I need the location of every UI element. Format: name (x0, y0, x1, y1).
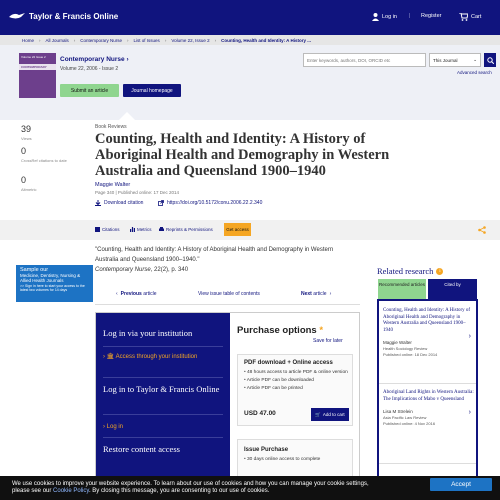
bank-icon: 🏛 (106, 354, 115, 360)
institution-heading: Log in via your institution (103, 328, 193, 338)
citation-source: , 22(2), p. 340 (150, 267, 189, 273)
breadcrumb-separator: › (39, 37, 41, 43)
next-label: Next (301, 291, 312, 297)
add-to-cart-label: Add to cart (322, 412, 345, 417)
chevron-left-icon: ‹ (116, 291, 118, 297)
related-journal: Asia Pacific Law Review (383, 415, 427, 420)
printer-icon (159, 227, 164, 232)
journal-cover[interactable] (19, 53, 56, 98)
ad-line2: Medicine, Dentistry, Nursing & Allied Health Journals (20, 273, 81, 283)
crossref-count: 0 (21, 146, 27, 156)
option1-title: PDF download + Online access (244, 360, 333, 366)
logo-bird-icon (8, 11, 26, 21)
download-label: Download citation (104, 200, 144, 206)
chevron-right-icon: › (103, 424, 107, 430)
journal-title[interactable]: Contemporary Nurse › (60, 56, 129, 63)
tab-cited-by[interactable]: Cited by (428, 279, 477, 299)
site-logo[interactable] (8, 11, 118, 21)
doi-label: https://doi.org/10.5172/conu.2006.22.2.340 (167, 200, 263, 206)
breadcrumb-current: Counting, Health and Identity: A History ... (221, 37, 312, 43)
breadcrumb-issues[interactable]: List of Issues (133, 37, 160, 43)
access-divider (103, 437, 223, 438)
related-divider (379, 463, 476, 464)
altmetric-count: 0 (21, 175, 27, 185)
register-link[interactable] (421, 13, 441, 19)
doi-link[interactable] (158, 200, 262, 206)
article-type: Book Reviews (95, 124, 127, 130)
related-journal: Health Sociology Review (383, 346, 428, 351)
cookie-text-post: . By closing this message, you are consenting to our use of cookies. (88, 488, 270, 494)
cart-icon: 🛒 (315, 411, 321, 417)
cover-volume: Volume 22 Issue 2 (21, 55, 46, 59)
user-icon (372, 13, 379, 21)
cart-link[interactable] (459, 13, 481, 21)
ad-line3: >> Sign in here to start your access to the latest two volumes for 14 days (20, 284, 85, 292)
search-scope-value: This Journal (433, 57, 458, 63)
issue-toc-link[interactable]: View issue table of contents (198, 291, 260, 297)
citations-label: Citations (102, 227, 120, 232)
reprints-tab[interactable] (159, 227, 213, 232)
sample-journals-ad[interactable] (16, 265, 93, 302)
views-label: Views (21, 136, 32, 141)
accept-cookies-button[interactable]: Accept (430, 478, 492, 491)
article-author[interactable]: Maggie Walter (95, 182, 131, 188)
link-icon (158, 200, 164, 206)
nav-divider: | (409, 13, 411, 19)
related-item[interactable] (383, 390, 475, 427)
related-author: Lisa M Strelein (383, 409, 413, 414)
chevron-right-icon: › (329, 291, 332, 297)
next-article-link[interactable] (301, 291, 331, 297)
citations-icon (95, 227, 100, 232)
metrics-tab[interactable] (130, 227, 152, 232)
institution-access-link[interactable] (103, 353, 218, 362)
related-date: Published online: 18 Dec 2014 (383, 352, 438, 357)
add-to-cart-button[interactable] (311, 408, 349, 421)
info-icon[interactable]: i (436, 268, 443, 275)
chevron-right-icon[interactable]: › (468, 409, 471, 416)
option2-features (244, 456, 348, 464)
option1-price: USD 47.00 (244, 410, 276, 417)
search-scope-select[interactable] (429, 53, 481, 67)
institution-access-label: Access through your institution (115, 354, 198, 360)
submit-article-button[interactable]: Submit an article (60, 84, 119, 97)
option2-title: Issue Purchase (244, 447, 289, 453)
citation-text (95, 245, 335, 275)
restore-access-heading: Restore content access (103, 444, 180, 454)
option1-feature: • Article PDF can be downloaded (244, 377, 348, 385)
related-author: Maggie Walter (383, 340, 412, 345)
previous-label: Previous (120, 291, 142, 297)
related-panel (377, 299, 478, 485)
get-access-button[interactable]: Get access (224, 223, 251, 236)
cookie-text-pre: please see our (12, 488, 54, 494)
access-divider (103, 414, 223, 415)
share-icon[interactable] (478, 226, 486, 234)
option1-feature: • 48 hours access to article PDF & online version (244, 369, 348, 377)
nav-divider-line (95, 304, 360, 305)
citation-quote: "Counting, Health and Identity: A History of Aboriginal Health and Demography in Western Australia and Queensland 1900–1940." (95, 247, 334, 263)
breadcrumb-separator: › (214, 37, 217, 43)
reprints-label: Reprints & Permissions (166, 227, 213, 232)
journal-volume: Volume 22, 2006 - Issue 2 (60, 66, 119, 72)
login-options (96, 313, 230, 485)
advanced-search-link[interactable]: Advanced search (457, 70, 492, 75)
chevron-right-icon: › (103, 354, 107, 360)
top-bar (0, 0, 500, 35)
cart-icon (459, 13, 468, 21)
tf-login-heading: Log in to Taylor & Francis Online (103, 384, 220, 394)
download-citation-link[interactable] (95, 200, 143, 206)
cart-label: Cart (471, 14, 482, 20)
publication-info: Page 340 | Published online: 17 Dec 2014 (95, 190, 179, 195)
previous-article-link[interactable] (116, 291, 157, 297)
option1-features (244, 369, 348, 393)
search-input[interactable] (303, 53, 426, 67)
journal-homepage-button[interactable]: Journal homepage (123, 84, 181, 97)
tab-recommended[interactable]: Recommended articles (378, 279, 426, 299)
cookie-text-line1: We use cookies to improve your website experience. To learn about our use of cookies and how you can manage your cookie settings, (12, 481, 369, 487)
breadcrumb-separator: › (73, 37, 76, 43)
breadcrumb-issue[interactable]: Volume 22, Issue 2 (171, 37, 210, 43)
next-suffix: article (313, 291, 327, 297)
related-divider (379, 383, 476, 384)
cookie-message (12, 481, 369, 495)
cookie-policy-link[interactable]: Cookie Policy (53, 488, 89, 494)
citations-tab[interactable] (95, 227, 120, 232)
breadcrumb-all-journals[interactable]: All Journals (45, 37, 69, 43)
related-item[interactable] (383, 308, 475, 358)
search-icon (487, 57, 494, 64)
views-count: 39 (21, 124, 32, 134)
logo-text: Taylor & Francis Online (29, 11, 119, 21)
related-date: Published online: 4 Nov 2016 (383, 421, 436, 426)
ad-line1: Sample our (20, 267, 49, 273)
tf-login-label: Log in (106, 424, 124, 430)
tab-pointer (119, 112, 135, 120)
altmetric-label: Altmetric (21, 187, 37, 192)
related-research-heading: Related research i (377, 266, 443, 276)
article-title: Counting, Health and Identity: A History of Aboriginal Health and Demography in Western Australia and Queensland 1900–1940 (95, 131, 390, 179)
download-icon (95, 200, 101, 206)
option1-feature: • Article PDF can be printed (244, 385, 348, 393)
breadcrumb (0, 35, 500, 45)
access-divider (103, 377, 223, 378)
login-label: Log in (382, 14, 397, 20)
pdf-purchase-card (237, 354, 353, 426)
breadcrumb-journal[interactable]: Contemporary Nurse (80, 37, 123, 43)
chevron-right-icon[interactable]: › (468, 333, 471, 340)
breadcrumb-separator: › (127, 37, 129, 43)
breadcrumb-home[interactable]: Home (22, 37, 35, 43)
access-divider (103, 346, 223, 347)
breadcrumb-separator: › (164, 37, 167, 43)
chevron-down-icon: ⌄ (473, 57, 477, 62)
search-button[interactable] (484, 53, 496, 67)
save-for-later-link[interactable]: Save for later (313, 338, 343, 344)
crossref-label: CrossRef citations to date (21, 158, 67, 163)
login-link[interactable] (372, 13, 397, 21)
tf-login-link[interactable] (103, 423, 123, 432)
related-title: Aboriginal Land Rights in Western Australia: The Implications of Mabo v Queensland (383, 390, 474, 402)
cover-title: CONTEMPORARY NURSE (21, 65, 47, 73)
issue-purchase-card (237, 439, 353, 479)
purchase-options-heading: Purchase options * (237, 325, 324, 336)
bar-chart-icon (130, 227, 135, 232)
related-title: Counting, Health and Identity: A History of Aboriginal Health and Demography in Western Australia and Queensland 1900–1940 (383, 308, 471, 333)
star-icon: * (319, 325, 324, 336)
previous-suffix: article (143, 291, 157, 297)
option2-feature: • 30 days online access to complete (244, 456, 348, 464)
citation-journal: Contemporary Nurse (95, 267, 151, 273)
metrics-label: Metrics (137, 227, 152, 232)
register-label: Register (421, 13, 442, 19)
cookie-banner (0, 476, 500, 500)
